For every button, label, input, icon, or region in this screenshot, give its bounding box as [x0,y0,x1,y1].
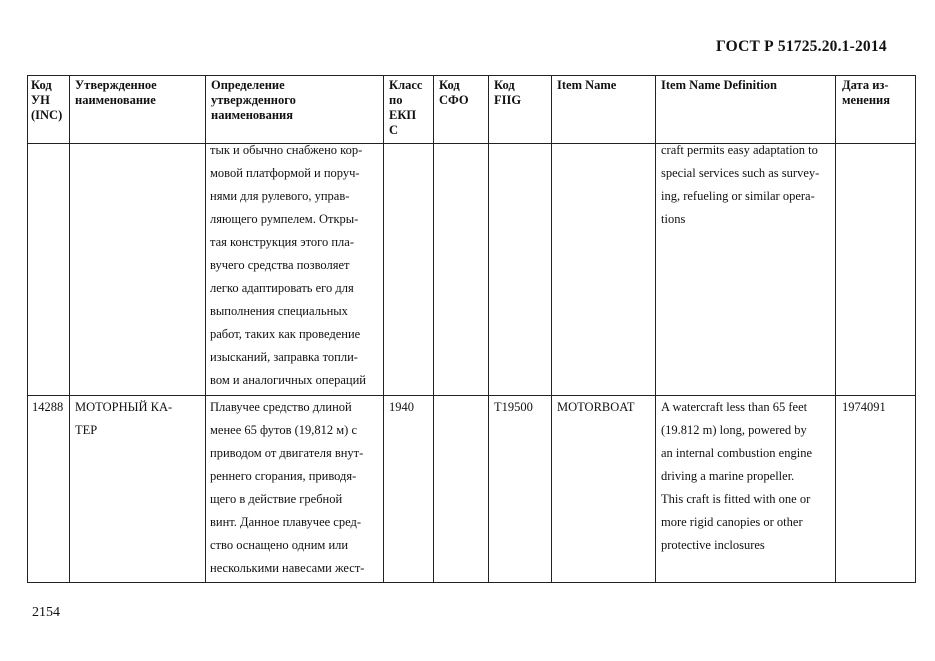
motorboat-change-date: 1974091 [842,400,886,414]
motorboat-inc: 14288 [32,400,64,414]
header-change-date: Дата из- менения [842,78,890,107]
header-item-name-definition: Item Name Definition [661,78,777,92]
page-number: 2154 [32,605,60,620]
motorboat-fiig: T19500 [494,400,533,414]
motorboat-definition-en: A watercraft less than 65 feet (19.812 m) long, powered by an internal combustion engine driving a marine propeller. This craft is fitted with one or more rigid canopies or other protective inclosures [661,400,813,552]
motorboat-item-name: MOTORBOAT [557,400,635,414]
standard-designation: ГОСТ Р 51725.20.1-2014 [716,38,887,55]
continued-definition-en: craft permits easy adaptation to special services such as survey- ing, refueling or similar opera- tions [661,143,820,226]
header-item-name: Item Name [557,78,617,92]
header-fiig-code: Код FIIG [494,78,522,107]
continued-definition-ru: тык и обычно снабжено кор- мовой платформой и поруч- нями для рулевого, управ- ляющего румпелем. Откры- тая конструкция этого пла- вучего средства позволяет легко адаптировать его для выполнения специальных работ, таких как проведение изысканий, заправка топли- вом и аналогичных операций [210,143,366,387]
header-approved-name: Утвержденное наименование [75,78,157,107]
header-class: Класс по ЕКП С [389,78,423,137]
motorboat-definition-ru: Плавучее средство длиной менее 65 футов (19,812 м) с приводом от двигателя внут- реннего сгорания, приводя- щего в действие гребной винт. Данное плавучее сред- ство оснащено одним или несколькими навесами жест- [210,400,365,575]
header-sfo-code: Код СФО [439,78,469,107]
motorboat-class: 1940 [389,400,414,414]
header-name-definition: Определение утвержденного наименования [211,78,296,122]
motorboat-name-ru: МОТОРНЫЙ КА- ТЕР [75,400,173,437]
data-table [27,75,916,583]
header-inc: Код УН (INC) [31,78,63,122]
